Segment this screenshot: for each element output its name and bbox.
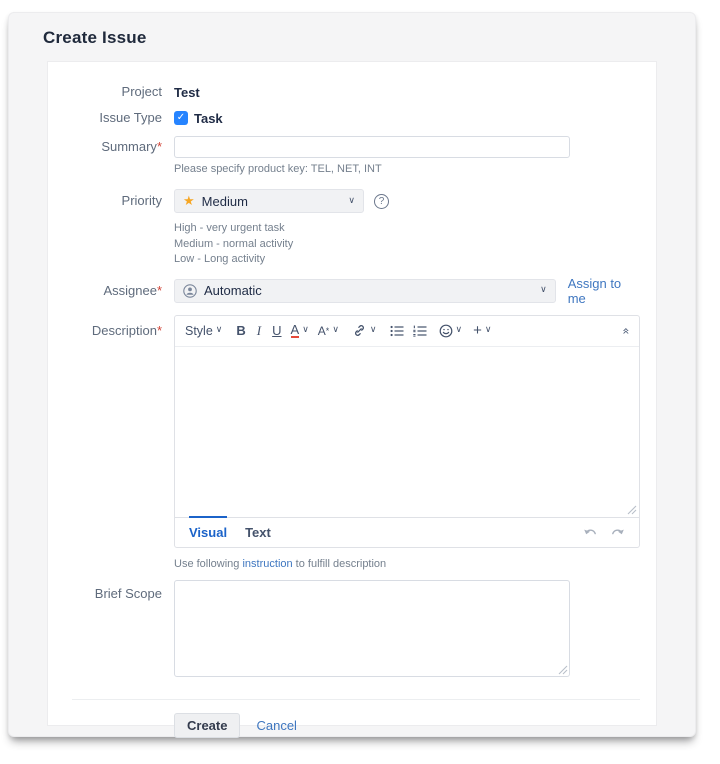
editor-toolbar xyxy=(175,316,639,347)
priority-selected-value: Medium xyxy=(201,193,248,209)
numbered-list-button[interactable] xyxy=(413,325,427,337)
link-icon xyxy=(352,323,367,338)
bullet-list-icon xyxy=(390,325,404,337)
project-row xyxy=(72,84,640,100)
description-label: Description* xyxy=(91,322,162,338)
insert-link-dropdown-button[interactable] xyxy=(352,323,377,338)
description-editor-area[interactable] xyxy=(175,347,639,517)
assignee-select[interactable] xyxy=(174,279,556,303)
description-helper-row xyxy=(72,557,640,572)
text-styles-star-icon: * xyxy=(325,325,330,336)
priority-helper-list xyxy=(174,221,293,268)
issue-type-label: Issue Type xyxy=(99,110,162,125)
priority-medium-star-icon: ★ xyxy=(183,193,195,209)
create-issue-dialog xyxy=(8,12,696,737)
italic-button[interactable]: I xyxy=(256,322,262,338)
required-asterisk: * xyxy=(156,139,162,154)
collapse-toolbar-icon[interactable]: » xyxy=(618,326,633,335)
instruction-link[interactable]: instruction xyxy=(242,557,293,570)
brief-scope-row xyxy=(72,580,640,677)
priority-select[interactable] xyxy=(174,189,364,213)
priority-label: Priority xyxy=(121,193,162,208)
description-row xyxy=(72,315,640,548)
chevron-down-icon: ∨ xyxy=(540,285,547,295)
text-color-dropdown-button[interactable] xyxy=(290,321,309,338)
priority-helper-medium: Medium - normal activity xyxy=(174,237,294,250)
summary-helper-row xyxy=(72,162,640,177)
chevron-down-icon: ∨ xyxy=(302,325,309,335)
brief-scope-wrap xyxy=(174,580,570,677)
brief-scope-textarea[interactable] xyxy=(174,580,570,677)
tab-text[interactable]: Text xyxy=(245,524,271,540)
priority-helper-high: High - very urgent task xyxy=(174,222,285,234)
text-styles-icon: A xyxy=(317,323,326,338)
assignee-row xyxy=(72,276,640,306)
numbered-list-icon xyxy=(413,325,427,337)
brief-scope-label: Brief Scope xyxy=(94,585,162,601)
summary-input[interactable] xyxy=(174,136,570,158)
issue-type-row xyxy=(72,110,640,126)
bold-button[interactable]: B xyxy=(236,323,246,338)
required-asterisk: * xyxy=(156,282,162,298)
insert-more-dropdown-button[interactable] xyxy=(473,321,492,339)
priority-row xyxy=(72,189,640,213)
assignee-label: Assignee* xyxy=(103,282,162,298)
emoji-icon xyxy=(439,324,453,338)
description-editor xyxy=(174,315,640,548)
bullet-list-button[interactable] xyxy=(390,325,404,337)
chevron-down-icon: ∨ xyxy=(348,195,355,206)
priority-helpers-row xyxy=(72,221,640,268)
project-label: Project xyxy=(121,84,162,99)
emoji-dropdown-button[interactable] xyxy=(439,324,463,338)
text-color-icon: A xyxy=(290,321,300,337)
redo-button[interactable] xyxy=(610,527,625,538)
editor-history-buttons xyxy=(583,527,625,538)
issue-type-value: Task xyxy=(194,110,223,126)
brief-scope-resize-handle[interactable] xyxy=(558,665,568,675)
automatic-avatar-icon xyxy=(183,284,197,298)
form-actions xyxy=(174,713,640,738)
page-title: Create Issue xyxy=(43,28,147,47)
chevron-down-icon: ∨ xyxy=(455,325,463,335)
assign-to-me-link[interactable]: Assign to me xyxy=(567,275,622,306)
assignee-selected-value: Automatic xyxy=(204,283,262,298)
description-helper-text: Use following instruction to fulfill description xyxy=(174,557,387,570)
underline-button[interactable]: U xyxy=(272,323,282,338)
priority-help-icon[interactable]: ? xyxy=(374,194,389,209)
tab-visual[interactable]: Visual xyxy=(189,517,227,547)
style-dropdown-button[interactable]: Style ∨ xyxy=(185,323,223,338)
text-styles-dropdown-button[interactable] xyxy=(318,324,339,338)
undo-button[interactable] xyxy=(583,527,598,538)
cancel-link[interactable]: Cancel xyxy=(256,717,297,733)
plus-icon: + xyxy=(473,321,482,339)
issue-type-value-wrap xyxy=(174,111,223,126)
chevron-down-icon: ∨ xyxy=(215,325,223,335)
editor-resize-handle[interactable] xyxy=(627,505,637,515)
chevron-down-icon: ∨ xyxy=(484,325,492,335)
chevron-down-icon: ∨ xyxy=(369,325,377,335)
required-asterisk: * xyxy=(156,322,162,338)
footer-divider xyxy=(72,699,640,700)
create-issue-form xyxy=(47,61,657,733)
priority-helper-low: Low - Long activity xyxy=(174,253,266,265)
project-value: Test xyxy=(174,84,200,100)
summary-label: Summary* xyxy=(101,139,162,154)
editor-tabbar xyxy=(175,517,639,547)
task-type-icon: ✓ xyxy=(174,111,188,125)
chevron-down-icon: ∨ xyxy=(332,325,339,335)
create-button[interactable]: Create xyxy=(174,713,240,738)
summary-row xyxy=(72,136,640,158)
summary-helper-text: Please specify product key: TEL, NET, INT xyxy=(174,163,382,175)
